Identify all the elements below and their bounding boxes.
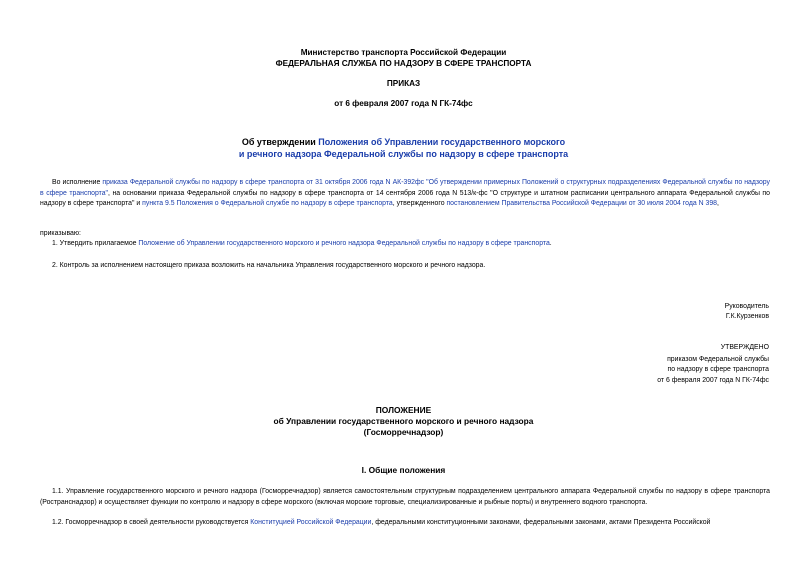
- order-item-1: [52, 239, 770, 249]
- preamble-link-order[interactable]: приказа Федеральной службы по надзору в сфере транспорта от 31 октября 2006 года N АК-392фс "Об утверждении примерных Положений о структурных подразделениях Федеральной службы по надзору в сфере транспорта": [40, 179, 771, 197]
- order-item-2: 2. Контроль за исполнением настоящего приказа возложить на начальника Управления государственного морского и речного надзора.: [52, 262, 486, 269]
- paragraph-1-1-text: 1.1. Управление государственного морского и речного надзора (Госморречнадзор) является самостоятельным структурным подразделением центрального аппарата Федеральной службы по надзору в сфере транспорта (Ространснадзор) и осуществляет функции по контролю и надзору в сфере морского (включая морские торговые, специализированные и рыбные порты) и внутреннего водного транспорта.: [40, 488, 770, 506]
- order-item-1-text: 1. Утвердить прилагаемое: [52, 240, 139, 247]
- preamble-paragraph: [40, 178, 770, 210]
- preamble-text-1: Во исполнение: [52, 179, 103, 186]
- preamble-text-2: , на основании приказа Федеральной службы по надзору в сфере транспорта от 14 сентября 2006 года N 513/к-фс "О структуре и штатном расписании центрального аппарата Федеральной службы по надзору в сфере транспорта" и: [40, 189, 770, 207]
- regulation-title: ПОЛОЖЕНИЕ: [375, 405, 432, 415]
- doc-date-number: от 6 февраля 2007 года N ГК-74фс: [334, 99, 473, 108]
- paragraph-1-2-text-1: 1.2. Госморречнадзор в своей деятельности руководствуется: [52, 519, 251, 526]
- paragraph-1-2-link-constitution[interactable]: Конституцией Российской Федерации: [250, 519, 372, 526]
- paragraph-1-1: [40, 487, 770, 508]
- doc-title-link-1[interactable]: Положения об Управлении государственного морского: [318, 137, 566, 147]
- preamble-link-clause[interactable]: пункта 9.5 Положения о Федеральной службе по надзору в сфере транспорта: [142, 200, 393, 207]
- service-name: ФЕДЕРАЛЬНАЯ СЛУЖБА ПО НАДЗОРУ В СФЕРЕ ТРАНСПОРТА: [275, 59, 532, 68]
- approved-line-2: по надзору в сфере транспорта: [667, 366, 769, 374]
- ministry-name: Министерство транспорта Российской Федерации: [300, 48, 507, 57]
- approved-block: [657, 343, 769, 386]
- preamble-text-3: , утвержденного: [392, 200, 447, 207]
- signature-block: [725, 302, 769, 322]
- paragraph-1-2: [40, 518, 770, 529]
- signature-name: Г.К.Курзенков: [725, 313, 769, 321]
- section-heading: I. Общие положения: [361, 465, 446, 475]
- approved-word: УТВЕРЖДЕНО: [720, 344, 769, 351]
- paragraph-1-2-text-2: , федеральными конституционными законами, федеральными законами, актами Президента Российской: [371, 519, 711, 526]
- order-word: приказываю:: [40, 230, 81, 237]
- doc-title-line2: [0, 148, 807, 160]
- preamble-text-4: ,: [717, 200, 719, 207]
- signature-role: Руководитель: [724, 303, 769, 310]
- doc-title-line1: [0, 136, 807, 148]
- order-item-1-end: .: [549, 240, 552, 247]
- preamble-link-resolution[interactable]: постановлением Правительства Российской Федерации от 30 июля 2004 года N 398: [446, 200, 717, 207]
- approved-line-3: от 6 февраля 2007 года N ГК-74фс: [657, 376, 769, 384]
- regulation-short-name: (Госморречнадзор): [363, 427, 444, 437]
- doc-type: ПРИКАЗ: [386, 79, 421, 88]
- order-item-1-link[interactable]: Положение об Управлении государственного морского и речного надзора Федеральной службы по надзору в сфере транспорта: [138, 240, 550, 247]
- approved-line-1: приказом Федеральной службы: [667, 356, 769, 364]
- regulation-subtitle: об Управлении государственного морского и речного надзора: [273, 416, 534, 426]
- doc-title-link-2[interactable]: и речного надзора Федеральной службы по надзору в сфере транспорта: [238, 149, 569, 159]
- doc-title-prefix: Об утверждении: [241, 137, 319, 147]
